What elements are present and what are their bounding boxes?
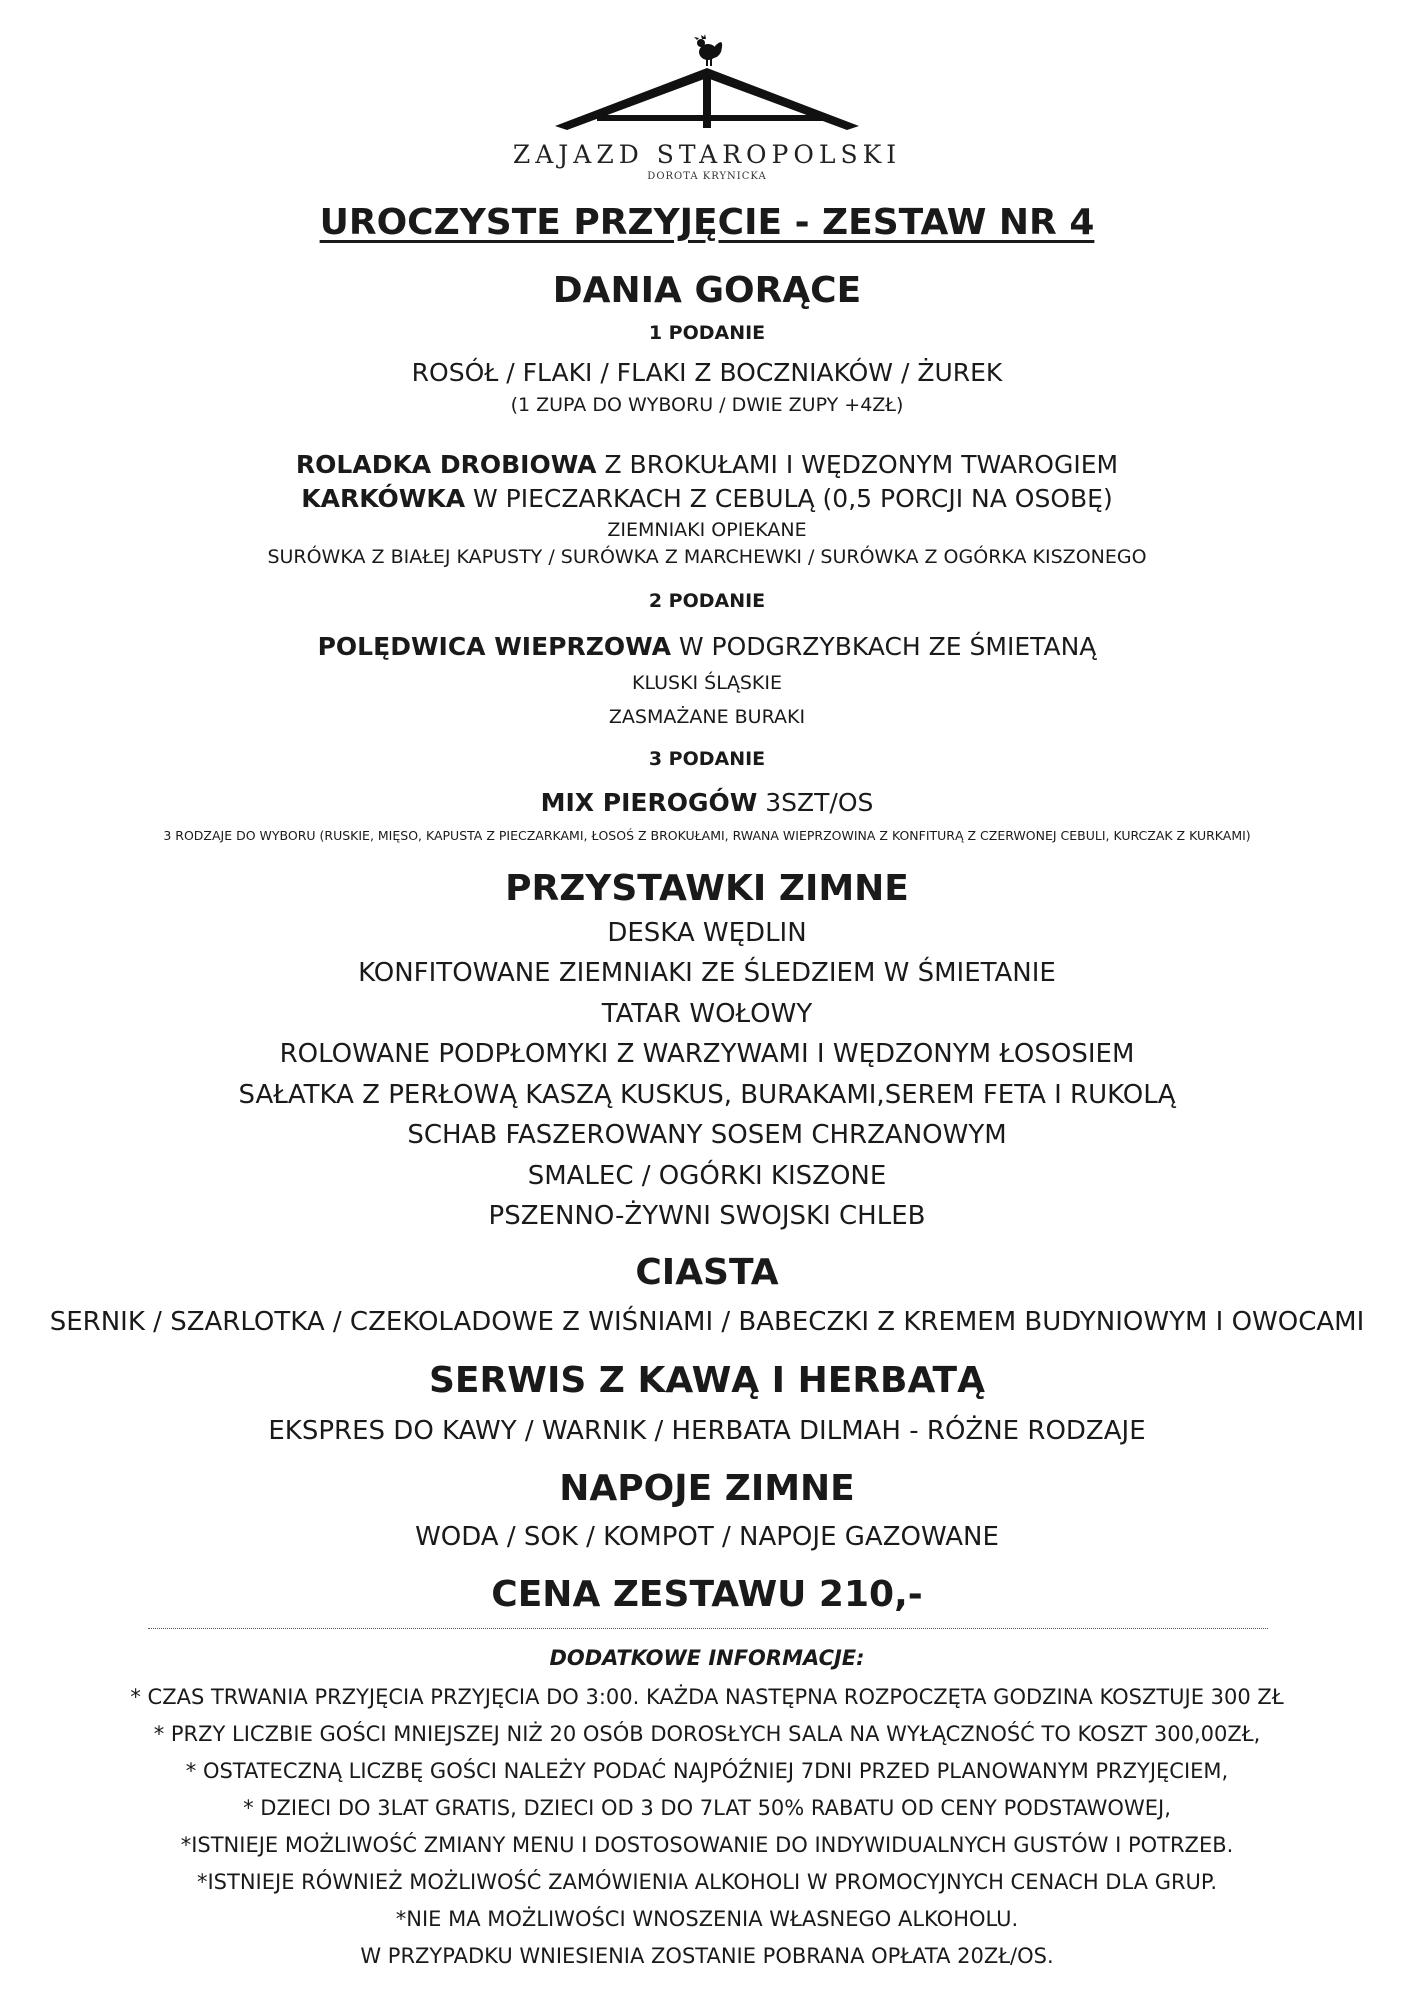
course-1-soups: ROSÓŁ / FLAKI / FLAKI Z BOCZNIAKÓW / ŻUREK [411, 358, 1003, 387]
cold-item: TATAR WOŁOWY [601, 999, 813, 1029]
set-price: CENA ZESTAWU 210,- [491, 1574, 923, 1615]
dish-name: ROLADKA DROBIOWA [295, 450, 597, 479]
page-title: UROCZYSTE PRZYJĘCIE - ZESTAW NR 4 [319, 202, 1095, 243]
cakes-items: SERNIK / SZARLOTKA / CZEKOLADOWE Z WIŚNIAMI / BABECZKI Z KREMEM BUDYNIOWYM I OWOCAMI [49, 1307, 1365, 1337]
course-1-dish-2 [0, 484, 1414, 513]
info-line: * PRZY LICZBIE GOŚCI MNIEJSZEJ NIŻ 20 OSÓB DOROSŁYCH SALA NA WYŁĄCZNOŚĆ TO KOSZT 300,00ZŁ, [153, 1722, 1261, 1746]
course-2-dish [0, 632, 1414, 661]
info-line: * CZAS TRWANIA PRZYJĘCIA PRZYJĘCIA DO 3:00. KAŻDA NASTĘPNA ROZPOCZĘTA GODZINA KOSZTUJE 300 ZŁ [130, 1685, 1284, 1709]
course-3-note: 3 RODZAJE DO WYBORU (RUSKIE, MIĘSO, KAPUSTA Z PIECZARKAMI, ŁOSOŚ Z BROKUŁAMI, RWANA WIEPRZOWINA Z KONFITURĄ Z CZERWONEJ CEBULI, KURCZAK Z KURKAMI) [163, 828, 1251, 843]
dish-name: POLĘDWICA WIEPRZOWA [317, 632, 671, 661]
dish-desc: W PODGRZYBKACH ZE ŚMIETANĄ [670, 632, 1097, 661]
dotted-divider [148, 1628, 1268, 1629]
info-line: * DZIECI DO 3LAT GRATIS, DZIECI OD 3 DO 7LAT 50% RABATU OD CENY PODSTAWOWEJ, [243, 1796, 1171, 1820]
course-3-dish [0, 788, 1414, 817]
info-line: *ISTNIEJE RÓWNIEŻ MOŻLIWOŚĆ ZAMÓWIENIA ALKOHOLI W PROMOCYJNYCH CENACH DLA GRUP. [196, 1870, 1217, 1894]
section-cakes-title: CIASTA [635, 1252, 779, 1293]
course-2-label: 2 PODANIE [648, 590, 766, 612]
info-line: *NIE MA MOŻLIWOŚCI WNOSZENIA WŁASNEGO ALKOHOLU. [395, 1907, 1019, 1931]
dish-name: MIX PIEROGÓW [540, 788, 758, 817]
brand-name: ZAJAZD STAROPOLSKI [512, 140, 902, 169]
course-1-soups-note: (1 ZUPA DO WYBORU / DWIE ZUPY +4ZŁ) [510, 394, 904, 416]
coffee-items: EKSPRES DO KAWY / WARNIK / HERBATA DILMAH - RÓŻNE RODZAJE [268, 1416, 1146, 1446]
section-drinks-title: NAPOJE ZIMNE [559, 1468, 855, 1509]
dish-desc: 3SZT/OS [757, 788, 874, 817]
brand-subtitle: DOROTA KRYNICKA [647, 171, 767, 182]
course-1-side-1: ZIEMNIAKI OPIEKANE [607, 519, 807, 541]
info-title: DODATKOWE INFORMACJE: [549, 1646, 865, 1670]
dish-desc: W PIECZARKACH Z CEBULĄ (0,5 PORCJI NA OSOBĘ) [465, 484, 1113, 513]
section-hot-title: DANIA GORĄCE [552, 270, 862, 311]
course-2-side-2: ZASMAŻANE BURAKI [608, 706, 806, 728]
course-1-side-2: SURÓWKA Z BIAŁEJ KAPUSTY / SURÓWKA Z MARCHEWKI / SURÓWKA Z OGÓRKA KISZONEGO [267, 546, 1147, 568]
drinks-items: WODA / SOK / KOMPOT / NAPOJE GAZOWANE [415, 1522, 999, 1552]
dish-name: KARKÓWKA [301, 484, 466, 513]
cold-item: SCHAB FASZEROWANY SOSEM CHRZANOWYM [407, 1120, 1007, 1150]
course-1-dish-1 [0, 450, 1414, 479]
cold-item: ROLOWANE PODPŁOMYKI Z WARZYWAMI I WĘDZONYM ŁOSOSIEM [279, 1039, 1135, 1069]
dish-desc: Z BROKUŁAMI I WĘDZONYM TWAROGIEM [596, 450, 1119, 479]
cold-item: PSZENNO-ŻYWNI SWOJSKI CHLEB [488, 1201, 926, 1231]
info-line: W PRZYPADKU WNIESIENIA ZOSTANIE POBRANA OPŁATA 20ZŁ/OS. [360, 1944, 1054, 1968]
course-2-side-1: KLUSKI ŚLĄSKIE [632, 672, 782, 694]
cold-item: SAŁATKA Z PERŁOWĄ KASZĄ KUSKUS, BURAKAMI,SEREM FETA I RUKOLĄ [238, 1080, 1176, 1110]
course-1-label: 1 PODANIE [648, 322, 766, 344]
info-line: * OSTATECZNĄ LICZBĘ GOŚCI NALEŻY PODAĆ NAJPÓŹNIEJ 7DNI PRZED PLANOWANYM PRZYJĘCIEM, [185, 1759, 1229, 1783]
section-cold-title: PRZYSTAWKI ZIMNE [505, 868, 909, 909]
section-coffee-title: SERWIS Z KAWĄ I HERBATĄ [429, 1360, 985, 1401]
cold-item: SMALEC / OGÓRKI KISZONE [527, 1161, 887, 1191]
cold-item: DESKA WĘDLIN [607, 918, 807, 948]
info-line: *ISTNIEJE MOŻLIWOŚĆ ZMIANY MENU I DOSTOSOWANIE DO INDYWIDUALNYCH GUSTÓW I POTRZEB. [180, 1833, 1234, 1857]
cold-item: KONFITOWANE ZIEMNIAKI ZE ŚLEDZIEM W ŚMIETANIE [358, 958, 1056, 988]
course-3-label: 3 PODANIE [648, 748, 766, 770]
